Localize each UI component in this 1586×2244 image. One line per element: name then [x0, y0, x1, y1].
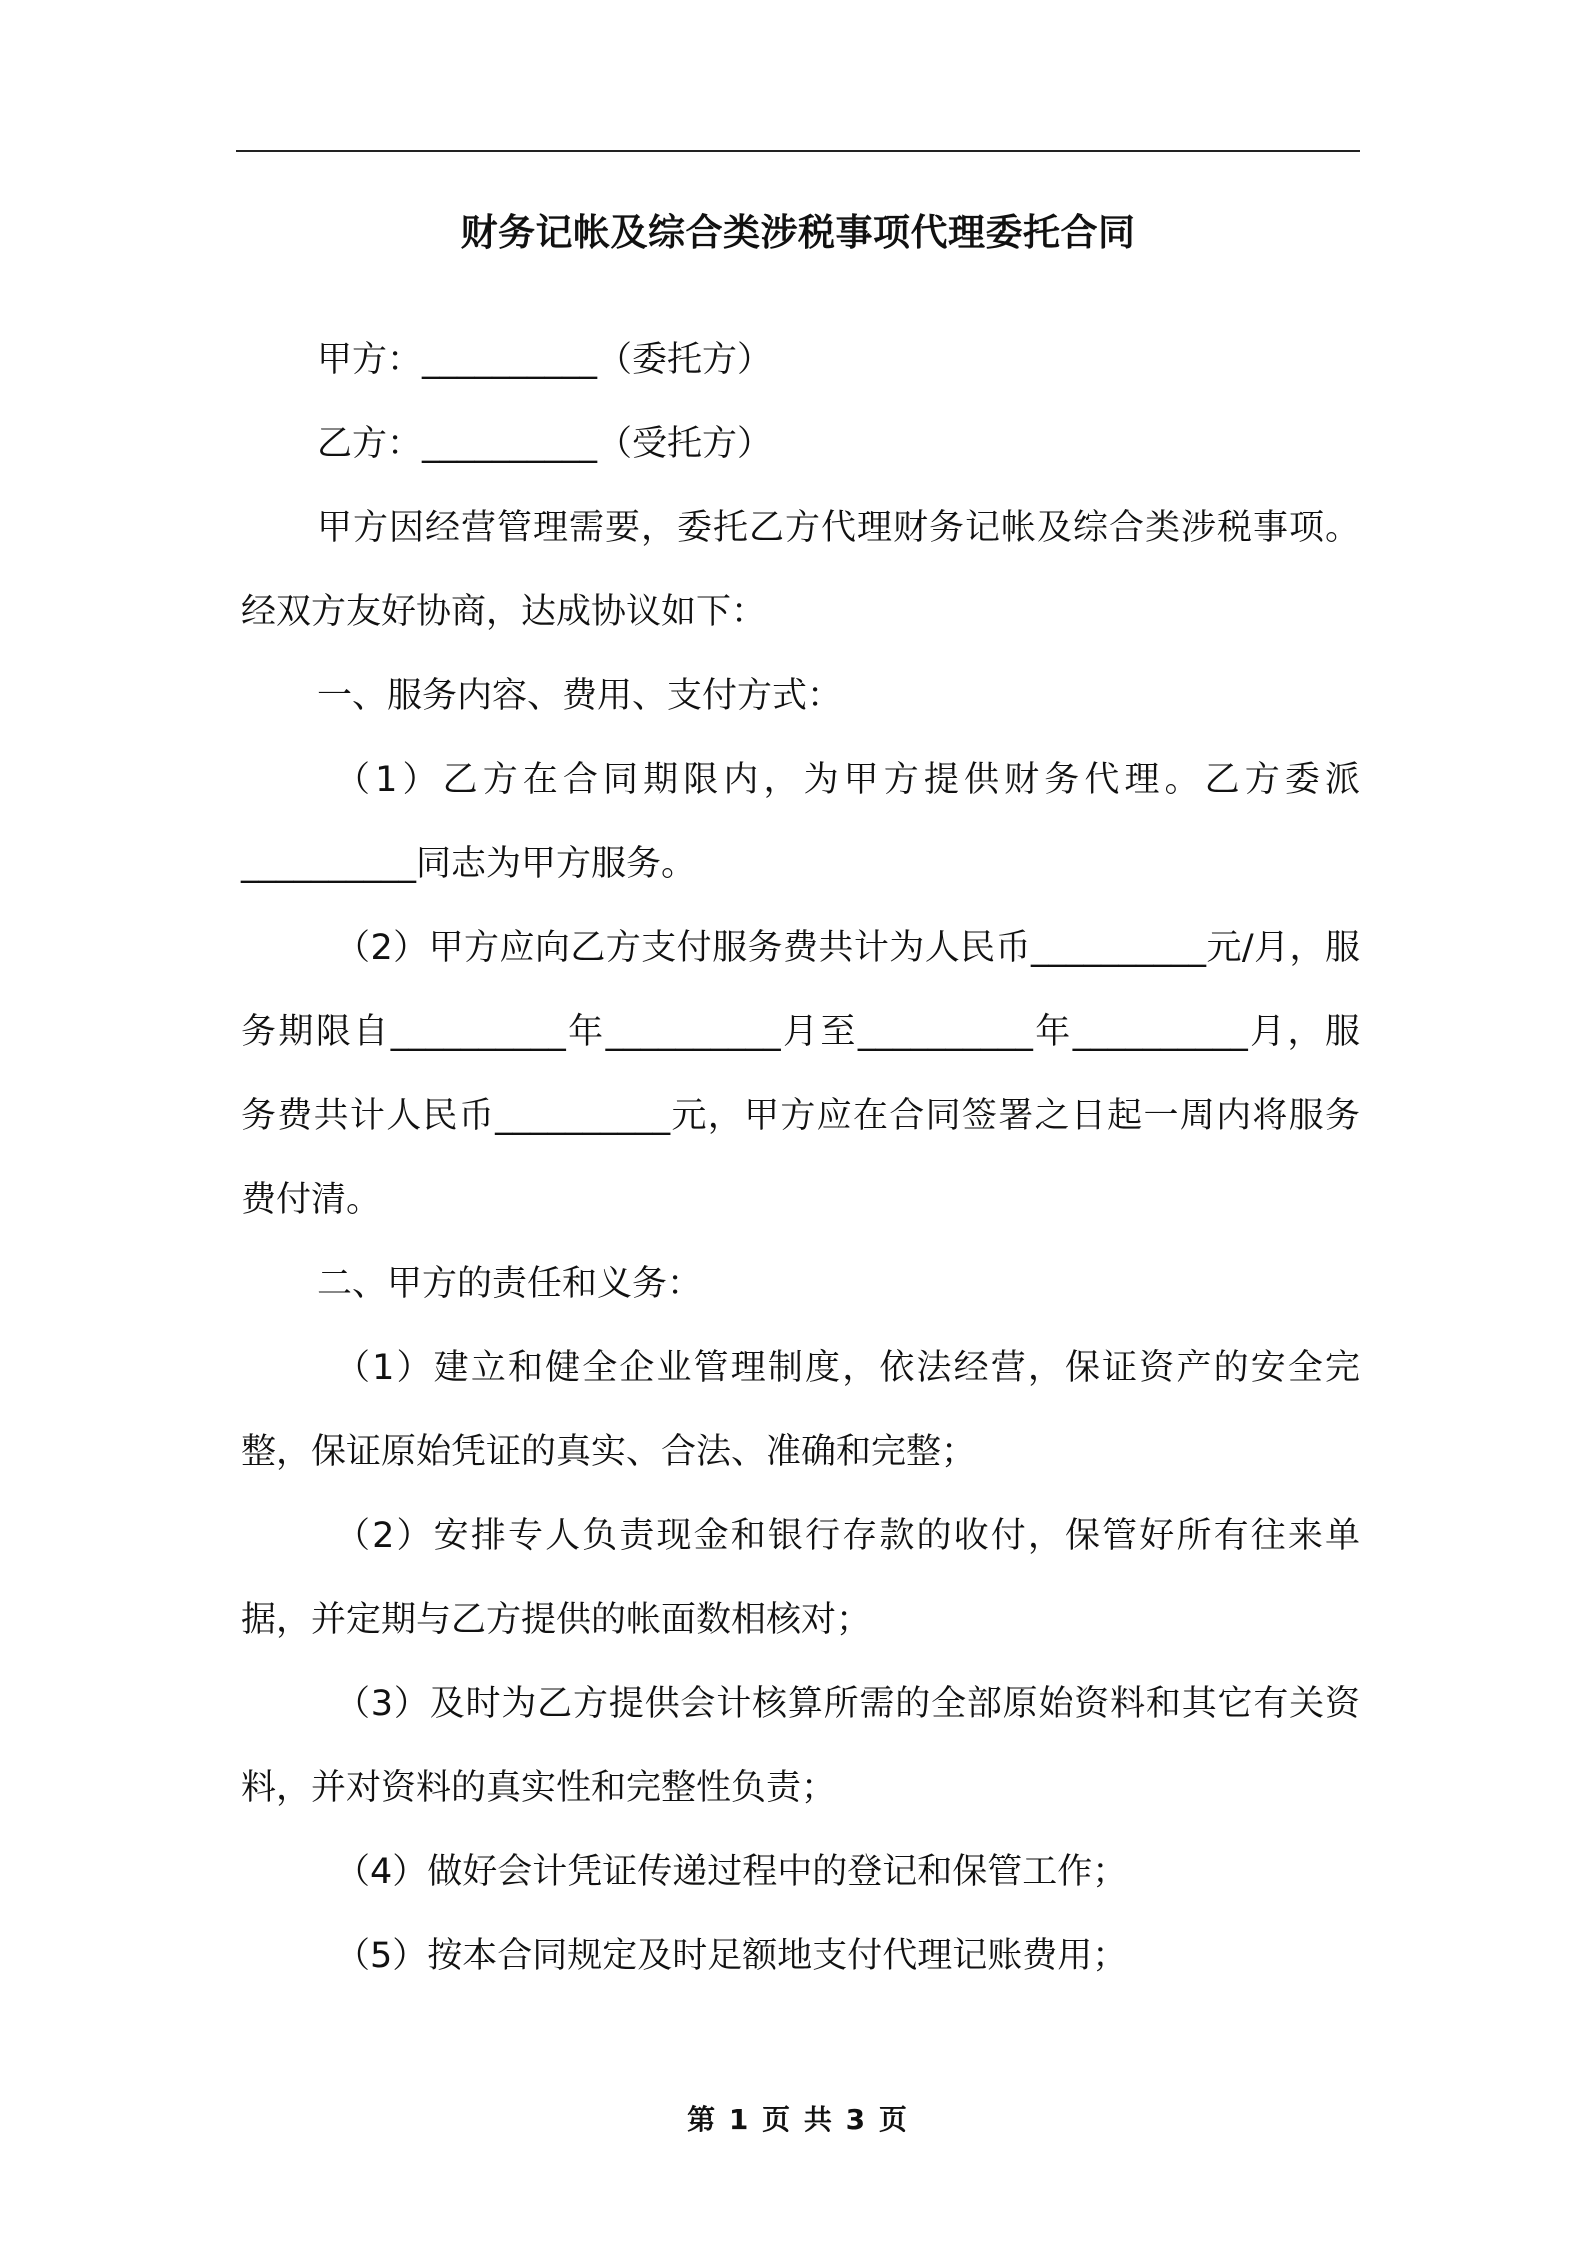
header-rule [236, 150, 1360, 152]
page-number: 第 1 页 共 3 页 [687, 2103, 909, 2136]
section-1-item-1: （1）乙方在合同期限内，为甲方提供财务代理。乙方委派__________同志为甲方服务。 [241, 760, 1360, 884]
section-2-item-1: （1）建立和健全企业管理制度，依法经营，保证资产的安全完整，保证原始凭证的真实、合法、准确和完整； [241, 1348, 1360, 1472]
section-2-heading: 二、甲方的责任和义务： [317, 1264, 703, 1304]
section-2-item-2: （2）安排专人负责现金和银行存款的收付，保管好所有往来单据，并定期与乙方提供的帐面数相核对； [241, 1516, 1360, 1640]
section-2-item-4: （4）做好会计凭证传递过程中的登记和保管工作； [335, 1852, 1128, 1892]
party-a-line: 甲方：__________（委托方） [317, 340, 773, 380]
section-1-item-2: （2）甲方应向乙方支付服务费共计为人民币__________元/月，服务期限自__________年__________月至__________年__________月，服务费共计人民币__________元，甲方应在合同签署之日起一周内将服务费付清。 [241, 928, 1360, 1220]
intro-paragraph: 甲方因经营管理需要，委托乙方代理财务记帐及综合类涉税事项。经双方友好协商，达成协议如下： [241, 508, 1360, 632]
section-2-item-5: （5）按本合同规定及时足额地支付代理记账费用； [335, 1936, 1128, 1976]
document-title: 财务记帐及综合类涉税事项代理委托合同 [460, 211, 1136, 254]
section-1-heading: 一、服务内容、费用、支付方式： [317, 676, 843, 716]
section-2-item-3: （3）及时为乙方提供会计核算所需的全部原始资料和其它有关资料，并对资料的真实性和完整性负责； [241, 1684, 1360, 1808]
document-body [241, 318, 1360, 1998]
party-b-line: 乙方：__________（受托方） [317, 424, 773, 464]
